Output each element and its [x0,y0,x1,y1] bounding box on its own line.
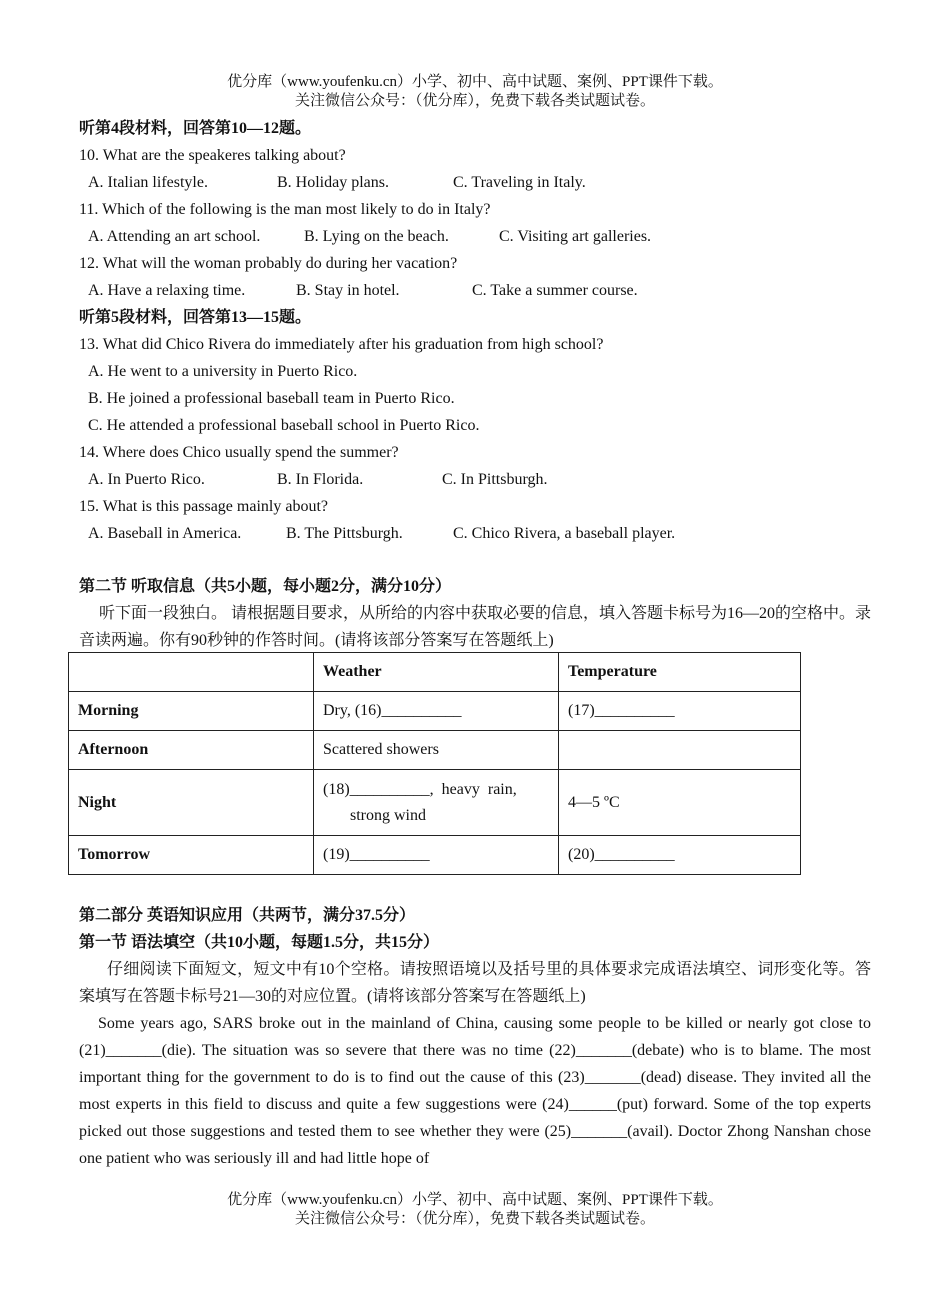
option-14c: C. In Pittsburgh. [442,471,548,488]
option-15a: A. Baseball in America. [88,525,242,542]
question-15: 15. What is this passage mainly about? [79,498,328,515]
weather-table [68,652,801,875]
option-11b: B. Lying on the beach. [304,228,449,245]
cell-weather-night-line2: strong wind [350,806,426,824]
section2-heading: 第二节 听取信息（共5小题，每小题2分，满分10分） [79,578,452,595]
page-header [0,73,950,111]
part4-heading: 听第4段材料，回答第10—12题。 [79,120,312,137]
option-10c: C. Traveling in Italy. [453,174,586,191]
table-row [69,692,801,731]
cell-weather-night-line1: (18)__________, heavy rain, [323,780,517,798]
option-13a: A. He went to a university in Puerto Rico. [88,363,358,380]
option-12c: C. Take a summer course. [472,282,638,299]
cell-temp-morning: (17)__________ [559,692,801,731]
grammar-passage: Some years ago, SARS broke out in the mainland of China, causing some people to be killed or nearly got close to (21)_______(die). The situation was so severe that there was no time (22)_______(debate) who is to blame. The most important thing for the government to do is to find out the cause of this (23)_______(dead) disease. They invited all the most experts in this field to discuss and quite a few suggestions were (24)______(put) forward. Some of the top experts picked out those suggestions and tested them to see whether they were (25)_______(avail). Doctor Zhong Nanshan chose one patient who was seriously ill and had little hope of [79,1015,871,1167]
option-15b: B. The Pittsburgh. [286,525,403,542]
section2-instructions: 听下面一段独白。 请根据题目要求，从所给的内容中获取必要的信息，填入答题卡标号为16—20的空格中。录音读两遍。你有90秒钟的作答时间。(请将该部分答案写在答题纸上) [79,605,872,649]
options-10 [79,169,871,196]
table-row [69,770,801,836]
listening-section [79,115,871,654]
footer-line-1: 优分库（www.youfenku.cn）小学、初中、高中试题、案例、PPT课件下载。 [227,1192,723,1208]
option-10b: B. Holiday plans. [277,174,389,191]
option-12a: A. Have a relaxing time. [88,282,246,299]
part5-heading: 听第5段材料，回答第13—15题。 [79,309,312,326]
question-14: 14. Where does Chico usually spend the summer? [79,444,399,461]
row-label-night: Night [69,770,314,836]
option-13b: B. He joined a professional baseball team in Puerto Rico. [88,390,455,407]
grammar-section-heading: 第一节 语法填空（共10小题，每题1.5分，共15分） [79,934,440,951]
options-11 [79,223,871,250]
option-14a: A. In Puerto Rico. [88,471,205,488]
cell-weather-morning: Dry, (16)__________ [314,692,559,731]
table-header-weather: Weather [314,653,559,692]
table-header-temperature: Temperature [559,653,801,692]
row-label-afternoon: Afternoon [69,731,314,770]
page-footer [0,1191,950,1229]
options-12 [79,277,871,304]
footer-line-2: 关注微信公众号：（优分库），免费下载各类试题试卷。 [294,1211,655,1227]
option-10a: A. Italian lifestyle. [88,174,208,191]
table-row [69,836,801,875]
cell-temp-tomorrow: (20)__________ [559,836,801,875]
option-11c: C. Visiting art galleries. [499,228,652,245]
cell-weather-afternoon: Scattered showers [314,731,559,770]
question-10: 10. What are the speakeres talking about? [79,147,346,164]
option-11a: A. Attending an art school. [88,228,261,245]
cell-weather-night [314,770,559,836]
options-15 [79,520,871,547]
header-line-1: 优分库（www.youfenku.cn）小学、初中、高中试题、案例、PPT课件下载。 [227,74,723,90]
part2-heading: 第二部分 英语知识应用（共两节，满分37.5分） [79,907,416,924]
option-12b: B. Stay in hotel. [296,282,400,299]
grammar-instructions: 仔细阅读下面短文，短文中有10个空格。请按照语境以及括号里的具体要求完成语法填空、词形变化等。答案填写在答题卡标号21—30的对应位置。(请将该部分答案写在答题纸上) [79,961,871,1005]
table-header-row [69,653,801,692]
question-12: 12. What will the woman probably do during her vacation? [79,255,458,272]
table-header-empty [69,653,314,692]
row-label-tomorrow: Tomorrow [69,836,314,875]
question-11: 11. Which of the following is the man most likely to do in Italy? [79,201,491,218]
table-row [69,731,801,770]
options-14 [79,466,871,493]
header-line-2: 关注微信公众号：（优分库），免费下载各类试题试卷。 [294,93,655,109]
cell-temp-night: 4—5 ºC [559,770,801,836]
option-15c: C. Chico Rivera, a baseball player. [453,525,676,542]
option-13c: C. He attended a professional baseball school in Puerto Rico. [88,417,480,434]
question-13: 13. What did Chico Rivera do immediately after his graduation from high school? [79,336,604,353]
knowledge-section [79,902,871,1172]
cell-temp-afternoon [559,731,801,770]
option-14b: B. In Florida. [277,471,364,488]
row-label-morning: Morning [69,692,314,731]
cell-weather-tomorrow: (19)__________ [314,836,559,875]
